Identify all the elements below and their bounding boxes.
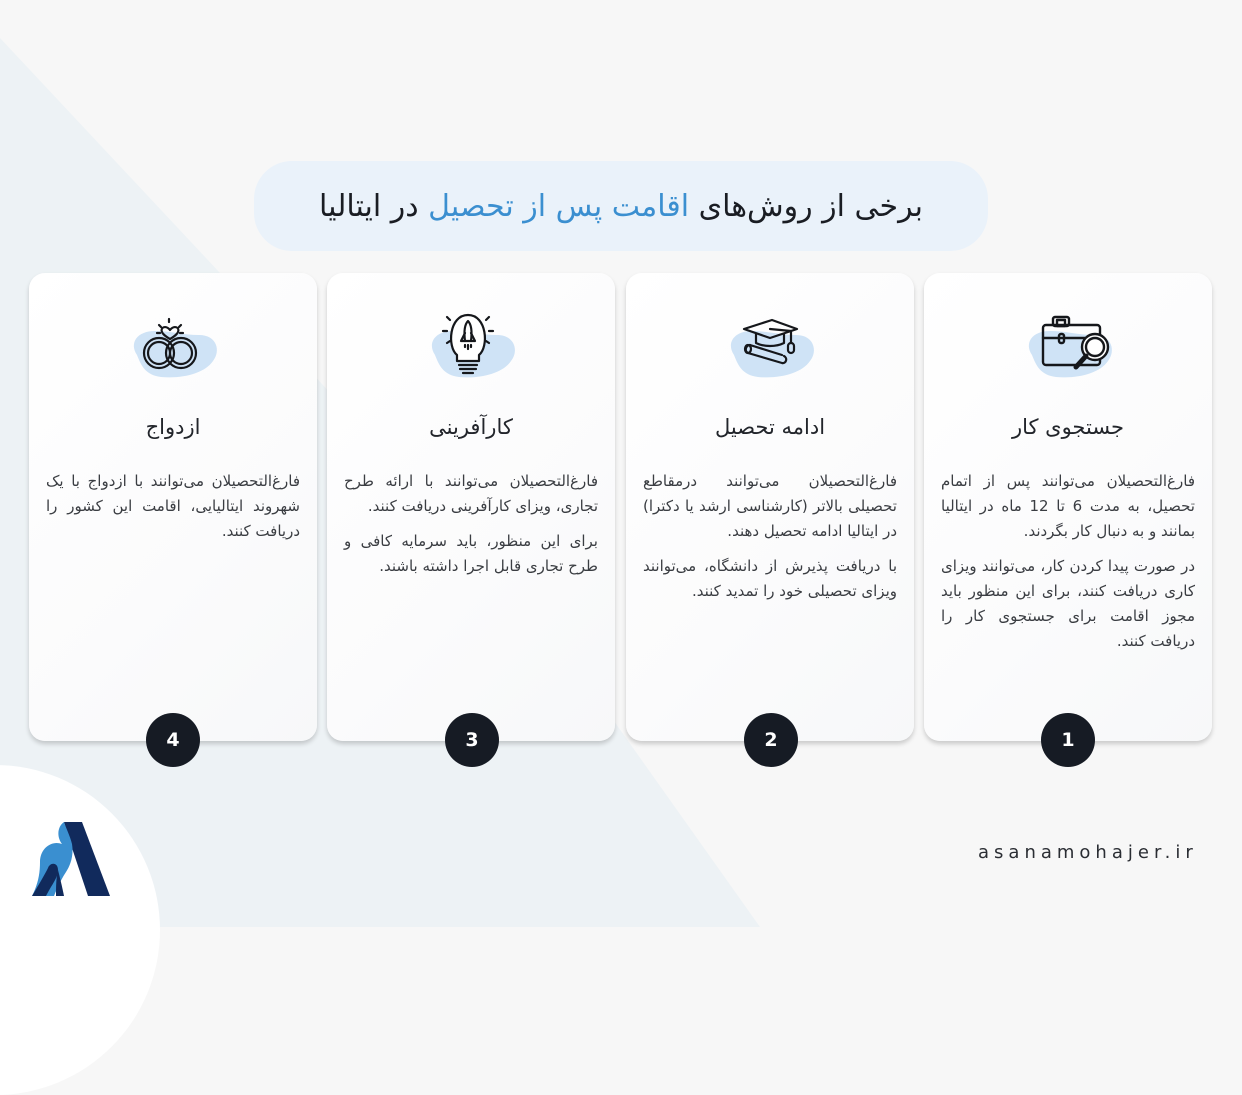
card-body: فارغ‌التحصیلان می‌توانند درمقاطع تحصیلی بالاتر (کارشناسی ارشد یا دکترا) در ایتالیا ادامه تحصیل دهند. با دریافت پذیرش از دانشگاه، می‌توانند ویزای تحصیلی خود را تمدید کنند.: [643, 472, 897, 600]
step-number-badge: 3: [445, 713, 499, 767]
step-number-badge: 1: [1041, 713, 1095, 767]
wedding-rings-icon: [123, 303, 223, 383]
title-banner: [254, 161, 988, 251]
lightbulb-rocket-icon: [421, 303, 521, 383]
page-title: برخی از روش‌های اقامت پس از تحصیل در ایتالیا: [319, 188, 923, 224]
website-url[interactable]: asanamohajer.ir: [978, 842, 1198, 863]
card-heading: ادامه تحصیل: [714, 415, 826, 439]
card-body: فارغ‌التحصیلان می‌توانند پس از اتمام تحصیل، به مدت 6 تا 12 ماه در ایتالیا بمانند و به دنبال کار بگردند. در صورت پیدا کردن کار، می‌توانند ویزای کاری دریافت کنند، برای این منظور باید مجوز اقامت برای جستجوی کار را دریافت کنند.: [941, 472, 1195, 650]
card-heading: جستجوی کار: [1011, 415, 1125, 439]
step-number-badge: 2: [744, 713, 798, 767]
card-entrepreneurship: [327, 273, 615, 741]
graduation-cap-icon: [720, 303, 820, 383]
card-heading: کارآفرینی: [429, 415, 513, 439]
card-body: فارغ‌التحصیلان می‌توانند با ارائه طرح تجاری، ویزای کارآفرینی دریافت کنند. برای این منظور، باید سرمایه کافی و طرح تجاری قابل اجرا داشته باشند.: [344, 472, 598, 575]
asanamohajer-logo: [28, 818, 114, 900]
card-continue-education: [626, 273, 914, 741]
briefcase-search-icon: [1018, 303, 1118, 383]
card-marriage: [29, 273, 317, 741]
card-job-search: [924, 273, 1212, 741]
card-heading: ازدواج: [145, 415, 201, 439]
title-highlight: اقامت پس از تحصیل: [428, 188, 690, 224]
card-body: فارغ‌التحصیلان می‌توانند با ازدواج با یک شهروند ایتالیایی، اقامت این کشور را دریافت کنند.: [46, 472, 300, 540]
step-number-badge: 4: [146, 713, 200, 767]
